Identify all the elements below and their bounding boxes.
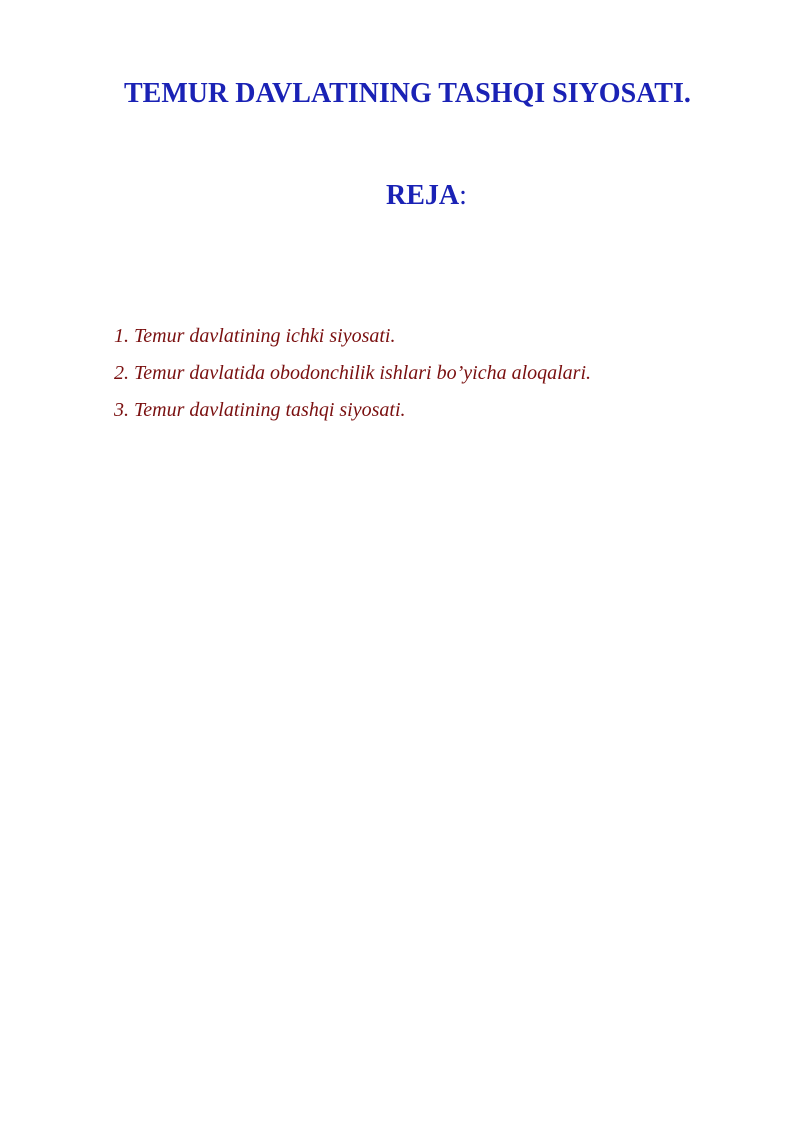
document-title: TEMUR DAVLATINING TASHQI SIYOSATI. bbox=[124, 78, 691, 109]
plan-item-1: 1. Temur davlatining ichki siyosati. bbox=[114, 325, 396, 347]
plan-heading-colon: : bbox=[459, 180, 467, 211]
plan-heading bbox=[386, 180, 467, 212]
plan-list bbox=[114, 318, 591, 429]
plan-item-2: 2. Temur davlatida obodonchilik ishlari bo’yicha aloqalari. bbox=[114, 362, 592, 384]
plan-item-3: 3. Temur davlatining tashqi siyosati. bbox=[114, 399, 406, 421]
plan-heading-label: REJA bbox=[386, 180, 460, 211]
